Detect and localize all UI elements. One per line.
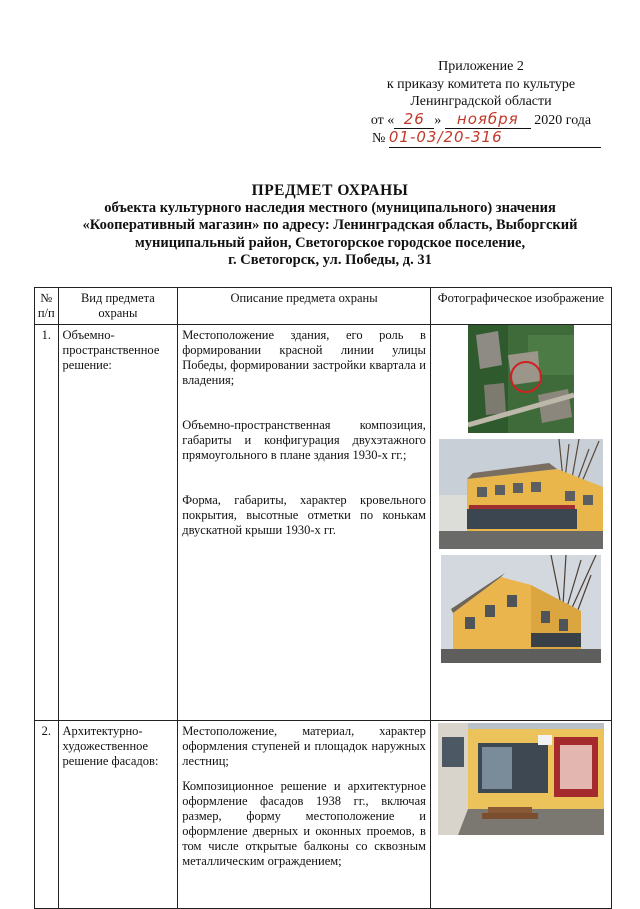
description-paragraph: Объемно-пространственная композиция, габариты и конфигурация двухэтажного прямоугольного в плане здания 1930-х гг.;	[182, 418, 426, 462]
table-row	[35, 325, 612, 721]
appendix-number: Приложение 2	[438, 59, 524, 74]
header-num: № п/п	[35, 288, 59, 325]
appendix-date: от « 26 » ноября 2020 года	[370, 109, 592, 128]
row-photos	[430, 325, 611, 721]
appendix-committee: Ленинградской области	[410, 94, 552, 109]
title-line-1: объекта культурного наследия местного (муниципального) значения	[104, 199, 556, 216]
facade-entrance-photo	[438, 723, 604, 835]
header-type: Вид предмета охраны	[58, 288, 178, 325]
row-description	[178, 325, 431, 721]
row-number: 1.	[35, 325, 59, 721]
aerial-photo	[468, 325, 574, 433]
handwritten-order-number: 01-03/20-316	[389, 129, 601, 148]
title-line-2: «Кооперативный магазин» по адресу: Ленинградская область, Выборгский	[82, 217, 578, 233]
appendix-order-ref: к приказу комитета по культуре	[386, 76, 576, 92]
table-header-row	[35, 288, 612, 325]
document-title	[60, 182, 600, 270]
header-desc: Описание предмета охраны	[178, 288, 431, 325]
handwritten-day: 26	[394, 111, 434, 130]
building-photo-front	[439, 439, 603, 549]
handwritten-month: ноября	[445, 111, 531, 130]
building-photo-corner	[441, 555, 601, 663]
description-paragraph: Композиционное решение и архитектурное оформление фасадов 1938 гг., включая размер, форму местоположение и оформление дверных и оконных проемов, в том числе открытые балконы со сквозным металлическим ограждением;	[182, 779, 426, 868]
row-type: Объемно-пространственное решение:	[58, 325, 178, 721]
header-photo: Фотографическое изображение	[430, 288, 611, 325]
row-type: Архитектурно-художественное решение фасадов:	[58, 721, 178, 909]
row-number: 2.	[35, 721, 59, 909]
table-row	[35, 721, 612, 909]
title-line-3: муниципальный район, Светогорское городское поселение,	[134, 234, 526, 251]
appendix-block	[356, 58, 606, 148]
description-paragraph: Местоположение здания, его роль в формировании красной линии улицы Победы, формировании застройки квартала и владения;	[182, 328, 426, 387]
row-photos	[430, 721, 611, 909]
title-main: ПРЕДМЕТ ОХРАНЫ	[251, 182, 409, 199]
description-paragraph: Местоположение, материал, характер оформления ступеней и площадок наружных лестниц;	[182, 724, 426, 768]
protection-table	[34, 287, 612, 909]
description-paragraph: Форма, габариты, характер кровельного покрытия, высотные отметки по конькам двускатной крыши 1930-х гг.	[182, 493, 426, 537]
title-line-4: г. Светогорск, ул. Победы, д. 31	[228, 252, 432, 268]
appendix-order-number: № 01-03/20-316	[356, 129, 606, 148]
row-description	[178, 721, 431, 909]
